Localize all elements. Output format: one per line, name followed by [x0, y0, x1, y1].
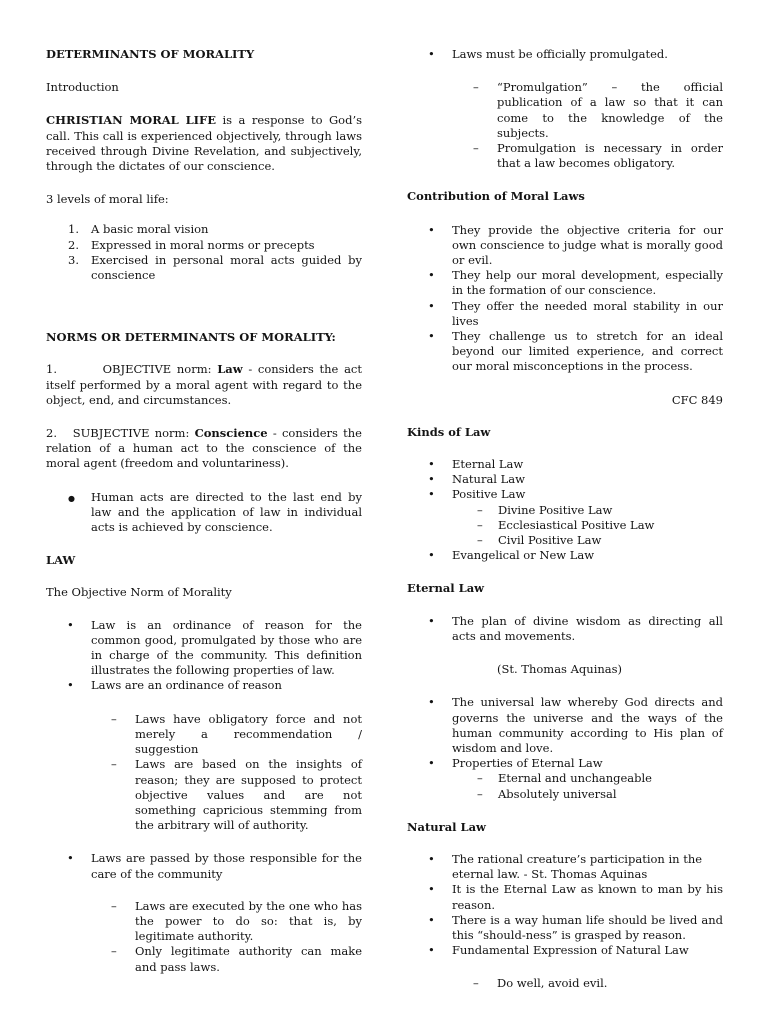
- list-item: • Natural Law: [407, 472, 723, 487]
- eternal-list-2: [407, 695, 723, 801]
- law-list-2: [46, 851, 362, 881]
- list-item: • Properties of Eternal Law: [407, 756, 723, 771]
- levels-list: [46, 222, 362, 283]
- list-item: – Laws are executed by the one who has the power to do so: that is, by legitimate authority.: [90, 899, 362, 945]
- list-item: • Fundamental Expression of Natural Law: [407, 943, 723, 958]
- levels-heading: 3 levels of moral life:: [46, 192, 169, 207]
- law-heading: LAW: [46, 553, 76, 568]
- list-item: – Laws have obligatory force and not merely a recommendation / suggestion: [90, 712, 362, 758]
- law-subheading: The Objective Norm of Morality: [46, 585, 232, 600]
- promulgation-list: [407, 47, 723, 62]
- list-item: • They help our moral development, especially in the formation of our conscience.: [407, 268, 723, 298]
- list-item: • The plan of divine wisdom as directing all acts and movements.: [407, 614, 723, 644]
- list-item: • It is the Eternal Law as known to man by his reason.: [407, 882, 723, 912]
- subjective-text: - considers the relation of a human act to the conscience of the moral agent (freedom and voluntariness).: [46, 426, 366, 471]
- natural-list: [407, 852, 723, 958]
- contribution-heading: Contribution of Moral Laws: [407, 189, 585, 204]
- kinds-heading: Kinds of Law: [407, 424, 491, 439]
- list-item: [46, 222, 362, 237]
- list-item: – Ecclesiastical Positive Law: [407, 518, 723, 533]
- aquinas-citation: (St. Thomas Aquinas): [497, 662, 623, 677]
- cfc-reference: CFC 849: [671, 392, 723, 407]
- law-list: [46, 618, 362, 694]
- list-text: A basic moral vision: [91, 222, 209, 237]
- list-item: • They provide the objective criteria for our own conscience to judge what is morally good or evil.: [407, 223, 723, 269]
- list-item: – Only legitimate authority can make and pass laws.: [90, 944, 362, 974]
- list-item: • Positive Law: [407, 487, 723, 502]
- list-item: [46, 253, 362, 283]
- list-item: • There is a way human life should be lived and this “should-ness” is grasped by reason.: [407, 913, 723, 943]
- list-item: • Laws are passed by those responsible for the care of the community: [46, 851, 362, 881]
- intro-heading: Introduction: [46, 80, 119, 95]
- subjective-term: Conscience: [194, 426, 268, 441]
- list-item: – Eternal and unchangeable: [407, 771, 723, 786]
- list-item: – Do well, avoid evil.: [452, 976, 723, 991]
- list-item: • They challenge us to stretch for an ideal beyond our limited experience, and correct our moral misconceptions in the process.: [407, 329, 723, 375]
- list-text: Exercised in personal moral acts guided by conscience: [91, 252, 362, 283]
- list-item: • Law is an ordinance of reason for the common good, promulgated by those who are in charge of the community. This definition illustrates the following properties of law.: [46, 618, 362, 679]
- list-text: Expressed in moral norms or precepts: [91, 237, 315, 252]
- list-item: – Promulgation is necessary in order that a law becomes obligatory.: [452, 141, 723, 171]
- natural-heading: Natural Law: [407, 819, 486, 834]
- cml-term: CHRISTIAN MORAL LIFE: [46, 113, 216, 128]
- cml-text: is a response to God’s call. This call is experienced objectively, through laws received through Divine Revelation, and subjectively, through the dictates of our conscience.: [46, 113, 362, 174]
- kinds-list: [407, 457, 723, 563]
- objective-norm-paragraph: [46, 362, 366, 408]
- list-item: • Laws must be officially promulgated.: [407, 47, 723, 62]
- right-column: [407, 47, 723, 992]
- list-number: 2.: [68, 237, 79, 252]
- list-item: – Civil Positive Law: [407, 533, 723, 548]
- contribution-list: [407, 223, 723, 375]
- list-item: ● Human acts are directed to the last end by law and the application of law in individual acts is achieved by conscience.: [46, 490, 362, 536]
- document-title: DETERMINANTS OF MORALITY: [46, 47, 255, 61]
- list-item: • The universal law whereby God directs and governs the universe and the ways of the human community according to His plan of wisdom and love.: [407, 695, 723, 756]
- natural-sublist: [407, 976, 723, 991]
- promulgation-sublist: [407, 80, 723, 171]
- objective-text: - considers the act itself performed by a moral agent with regard to the object, end, and circumstances.: [46, 362, 366, 407]
- objective-term: Law: [217, 362, 243, 377]
- objective-prefix: 1. OBJECTIVE norm:: [46, 362, 218, 377]
- christian-moral-life-paragraph: [46, 113, 362, 174]
- list-item: • The rational creature’s participation in the eternal law. - St. Thomas Aquinas: [407, 852, 723, 882]
- list-number: 3.: [68, 252, 79, 267]
- eternal-heading: Eternal Law: [407, 581, 485, 596]
- subjective-norm-paragraph: [46, 426, 366, 472]
- norms-heading: NORMS OR DETERMINANTS OF MORALITY:: [46, 330, 336, 345]
- authority-sublist: [46, 899, 362, 975]
- list-number: 1.: [68, 222, 79, 237]
- list-item: – “Promulgation” – the official publication of a law so that it can come to the knowledge of the subjects.: [452, 80, 723, 141]
- list-item: – Laws are based on the insights of reason; they are supposed to protect objective values and are not something capricious stemming from the arbitrary will of authority.: [90, 757, 362, 833]
- list-item: • Laws are an ordinance of reason: [46, 678, 362, 693]
- human-acts-list: [46, 490, 362, 536]
- list-item: • They offer the needed moral stability in our lives: [407, 299, 723, 329]
- eternal-list: [407, 614, 723, 644]
- list-item: – Divine Positive Law: [407, 503, 723, 518]
- subjective-prefix: 2. SUBJECTIVE norm:: [46, 426, 195, 441]
- left-column: [46, 47, 366, 975]
- list-item: • Evangelical or New Law: [407, 548, 723, 563]
- list-item: – Absolutely universal: [407, 787, 723, 802]
- list-item: [46, 238, 362, 253]
- list-item: • Eternal Law: [407, 457, 723, 472]
- reason-sublist: [46, 712, 362, 834]
